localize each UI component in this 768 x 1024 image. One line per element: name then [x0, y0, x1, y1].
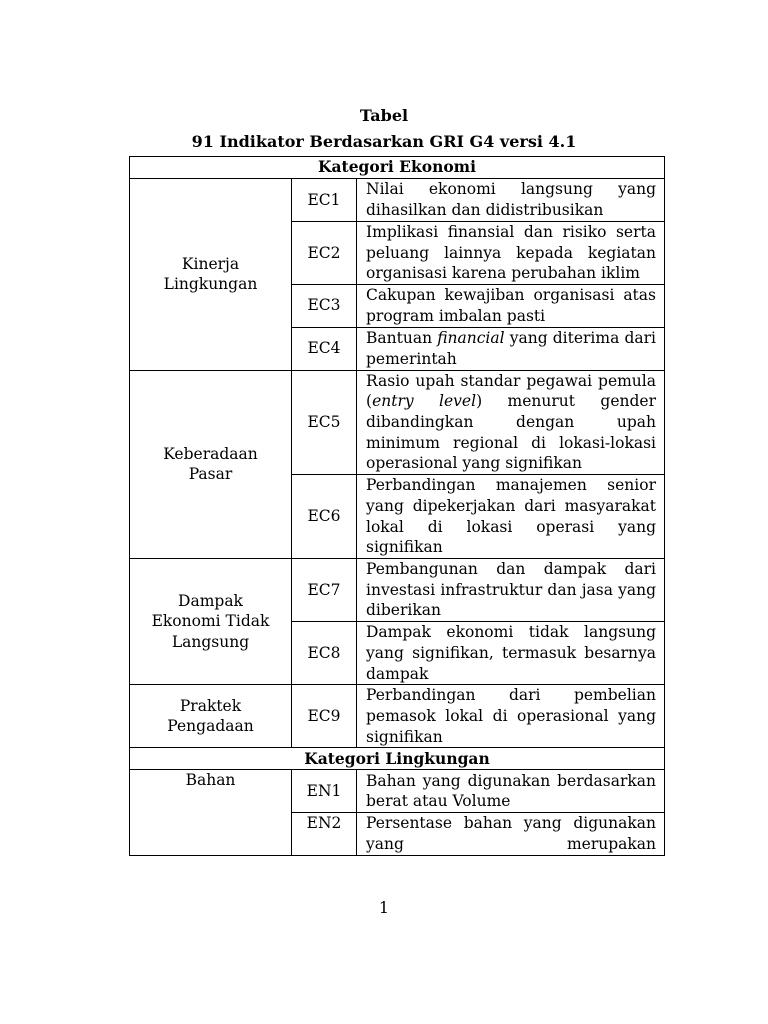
- group-label-line: Praktek: [179, 696, 242, 715]
- group-label-line: Kinerja: [181, 254, 240, 273]
- indicator-description: Persentase bahan yang digunakan yang merupakan: [357, 813, 665, 855]
- indicator-code: EC5: [292, 370, 357, 475]
- indicator-code: EC1: [292, 179, 357, 222]
- indicator-code: EC3: [292, 285, 357, 327]
- desc-text: ) menurut gender dibandingkan dengan upah minimum regional di lokasi-lokasi operasional yang signifikan: [366, 392, 656, 473]
- page-number: 1: [378, 898, 390, 917]
- desc-italic-text: entry level: [372, 392, 477, 411]
- table-row: [130, 685, 665, 748]
- table-title: Tabel: [359, 106, 409, 125]
- group-label-line: Bahan: [185, 771, 236, 790]
- table-subtitle: 91 Indikator Berdasarkan GRI G4 versi 4.1: [191, 132, 577, 151]
- category-row: [130, 748, 665, 770]
- indicator-code: EC4: [292, 327, 357, 370]
- indicator-description: Perbandingan dari pembelian pemasok lokal di operasional yang signifikan: [357, 685, 665, 748]
- indicator-code: EN1: [292, 770, 357, 813]
- indicator-code: EC8: [292, 622, 357, 685]
- table-row: [130, 770, 665, 813]
- indicator-code: EN2: [292, 813, 357, 855]
- group-label-line: Dampak: [178, 591, 243, 610]
- indicator-description: Implikasi finansial dan risiko serta peluang lainnya kepada kegiatan organisasi karena perubahan iklim: [357, 222, 665, 285]
- indicator-code: EC2: [292, 222, 357, 285]
- indicator-description: Dampak ekonomi tidak langsung yang signifikan, termasuk besarnya dampak: [357, 622, 665, 685]
- desc-italic-text: financial: [437, 328, 505, 347]
- category-row: [130, 157, 665, 179]
- group-label-line: Lingkungan: [163, 275, 258, 294]
- desc-text: Rasio upah standar pegawai pemula (: [366, 371, 656, 411]
- table-row: [130, 370, 665, 475]
- desc-text: Bantuan: [366, 328, 438, 347]
- indicator-code: EC9: [292, 685, 357, 748]
- indicator-description: Cakupan kewajiban organisasi atas program imbalan pasti: [357, 285, 665, 327]
- indicator-code: EC6: [292, 475, 357, 559]
- group-label-line: Pasar: [188, 465, 233, 484]
- group-cell-kinerja-lingkungan: [130, 179, 292, 371]
- indicator-code: EC7: [292, 559, 357, 622]
- group-cell-keberadaan-pasar: [130, 370, 292, 559]
- group-cell-bahan: [130, 770, 292, 855]
- table-row: [130, 559, 665, 622]
- group-label-line: Langsung: [171, 632, 250, 651]
- category-header-ekonomi: Kategori Ekonomi: [130, 157, 665, 179]
- gri-indicator-table: [129, 156, 665, 856]
- group-label-line: Ekonomi Tidak: [151, 612, 270, 631]
- indicator-description: Pembangunan dan dampak dari investasi infrastruktur dan jasa yang diberikan: [357, 559, 665, 622]
- indicator-description: Nilai ekonomi langsung yang dihasilkan dan didistribusikan: [357, 179, 665, 222]
- indicator-description: Bahan yang digunakan berdasarkan berat atau Volume: [357, 770, 665, 813]
- table-row: [130, 179, 665, 222]
- indicator-description: Perbandingan manajemen senior yang dipekerjakan dari masyarakat lokal di lokasi operasi yang signifikan: [357, 475, 665, 559]
- group-cell-praktek-pengadaan: [130, 685, 292, 748]
- desc-text: yang diterima dari pemerintah: [366, 328, 656, 368]
- indicator-description: [357, 327, 665, 370]
- category-header-lingkungan: Kategori Lingkungan: [130, 748, 665, 770]
- indicator-description: [357, 370, 665, 475]
- group-label-line: Keberadaan: [163, 444, 258, 463]
- group-label-line: Pengadaan: [167, 717, 254, 736]
- group-cell-dampak-ekonomi: [130, 559, 292, 685]
